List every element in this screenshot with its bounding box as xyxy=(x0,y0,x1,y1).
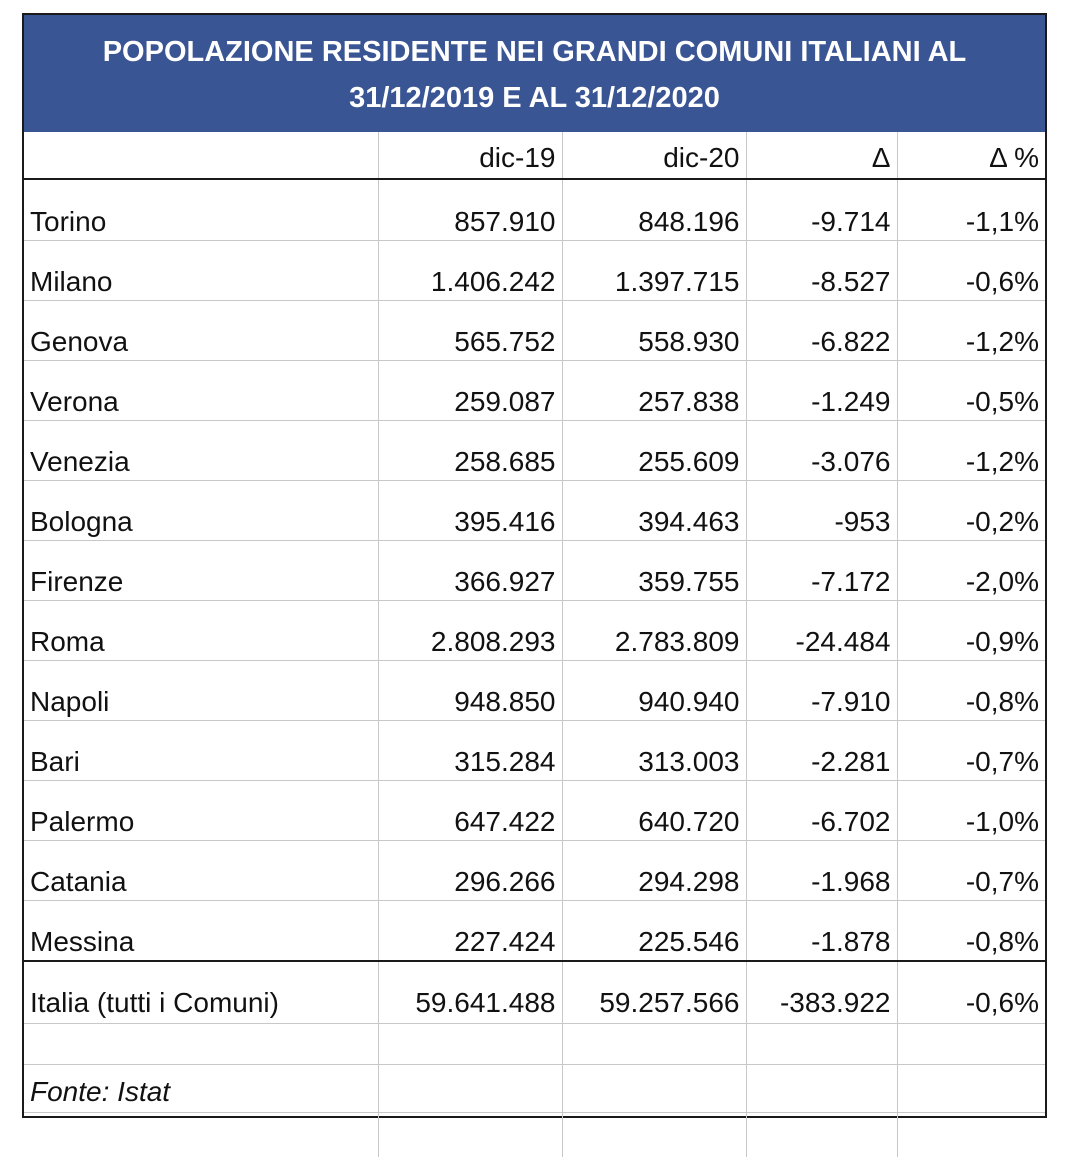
source-row xyxy=(24,1065,1045,1113)
value-delta-pct: -1,2% xyxy=(897,421,1045,481)
value-delta: -7.910 xyxy=(746,661,897,721)
value-delta-pct: -0,8% xyxy=(897,661,1045,721)
value-dic19: 395.416 xyxy=(378,481,562,541)
table-row xyxy=(24,481,1045,541)
table-row xyxy=(24,721,1045,781)
city-name: Venezia xyxy=(24,421,378,481)
blank-row xyxy=(24,1113,1045,1157)
value-dic19: 948.850 xyxy=(378,661,562,721)
value-dic19: 647.422 xyxy=(378,781,562,841)
value-dic19: 315.284 xyxy=(378,721,562,781)
city-rows xyxy=(24,179,1045,961)
city-name: Torino xyxy=(24,179,378,241)
city-name: Catania xyxy=(24,841,378,901)
value-dic20: 359.755 xyxy=(562,541,746,601)
table-row xyxy=(24,421,1045,481)
value-delta: -7.172 xyxy=(746,541,897,601)
value-dic19: 259.087 xyxy=(378,361,562,421)
total-pct: -0,6% xyxy=(897,961,1045,1024)
value-delta-pct: -0,7% xyxy=(897,841,1045,901)
table-row xyxy=(24,179,1045,241)
value-dic20: 848.196 xyxy=(562,179,746,241)
value-delta-pct: -1,1% xyxy=(897,179,1045,241)
title-line-2: 31/12/2019 E AL 31/12/2020 xyxy=(24,75,1045,121)
value-delta-pct: -0,9% xyxy=(897,601,1045,661)
value-delta: -953 xyxy=(746,481,897,541)
value-dic20: 940.940 xyxy=(562,661,746,721)
population-table-sheet xyxy=(22,13,1047,1118)
value-delta: -1.968 xyxy=(746,841,897,901)
title-line-1: POPOLAZIONE RESIDENTE NEI GRANDI COMUNI ITALIANI AL xyxy=(24,29,1045,75)
value-delta-pct: -1,0% xyxy=(897,781,1045,841)
city-name: Verona xyxy=(24,361,378,421)
total-dic20: 59.257.566 xyxy=(562,961,746,1024)
header-delta: Δ xyxy=(746,132,897,179)
value-dic20: 558.930 xyxy=(562,301,746,361)
city-name: Napoli xyxy=(24,661,378,721)
city-name: Messina xyxy=(24,901,378,962)
city-name: Firenze xyxy=(24,541,378,601)
city-name: Bari xyxy=(24,721,378,781)
table-row xyxy=(24,301,1045,361)
value-delta-pct: -0,5% xyxy=(897,361,1045,421)
value-delta-pct: -0,8% xyxy=(897,901,1045,962)
value-dic20: 225.546 xyxy=(562,901,746,962)
value-dic19: 2.808.293 xyxy=(378,601,562,661)
header-dic20: dic-20 xyxy=(562,132,746,179)
value-delta: -6.702 xyxy=(746,781,897,841)
table-row xyxy=(24,241,1045,301)
value-dic19: 296.266 xyxy=(378,841,562,901)
value-dic20: 294.298 xyxy=(562,841,746,901)
total-label: Italia (tutti i Comuni) xyxy=(24,961,378,1024)
value-dic20: 257.838 xyxy=(562,361,746,421)
table-row xyxy=(24,601,1045,661)
value-dic19: 565.752 xyxy=(378,301,562,361)
value-delta: -1.249 xyxy=(746,361,897,421)
header-delta-pct: Δ % xyxy=(897,132,1045,179)
value-delta: -1.878 xyxy=(746,901,897,962)
value-delta: -8.527 xyxy=(746,241,897,301)
total-section xyxy=(24,961,1045,1157)
value-dic19: 366.927 xyxy=(378,541,562,601)
value-dic20: 640.720 xyxy=(562,781,746,841)
value-delta-pct: -0,7% xyxy=(897,721,1045,781)
table-row xyxy=(24,901,1045,962)
value-dic19: 1.406.242 xyxy=(378,241,562,301)
source-note: Fonte: Istat xyxy=(24,1065,378,1113)
value-dic20: 313.003 xyxy=(562,721,746,781)
population-table xyxy=(24,132,1045,1157)
value-delta: -24.484 xyxy=(746,601,897,661)
value-delta-pct: -2,0% xyxy=(897,541,1045,601)
total-delta: -383.922 xyxy=(746,961,897,1024)
value-dic20: 2.783.809 xyxy=(562,601,746,661)
table-row xyxy=(24,661,1045,721)
header-row xyxy=(24,132,1045,179)
table-row xyxy=(24,781,1045,841)
total-dic19: 59.641.488 xyxy=(378,961,562,1024)
blank-row xyxy=(24,1024,1045,1065)
value-delta: -3.076 xyxy=(746,421,897,481)
table-title xyxy=(24,15,1045,132)
city-name: Palermo xyxy=(24,781,378,841)
value-dic20: 255.609 xyxy=(562,421,746,481)
value-delta: -6.822 xyxy=(746,301,897,361)
value-dic19: 227.424 xyxy=(378,901,562,962)
city-name: Bologna xyxy=(24,481,378,541)
value-dic19: 857.910 xyxy=(378,179,562,241)
value-delta-pct: -0,6% xyxy=(897,241,1045,301)
city-name: Roma xyxy=(24,601,378,661)
table-row xyxy=(24,361,1045,421)
value-dic19: 258.685 xyxy=(378,421,562,481)
header-city xyxy=(24,132,378,179)
city-name: Milano xyxy=(24,241,378,301)
header-dic19: dic-19 xyxy=(378,132,562,179)
value-delta-pct: -1,2% xyxy=(897,301,1045,361)
total-row xyxy=(24,961,1045,1024)
value-delta: -9.714 xyxy=(746,179,897,241)
value-dic20: 394.463 xyxy=(562,481,746,541)
value-delta-pct: -0,2% xyxy=(897,481,1045,541)
city-name: Genova xyxy=(24,301,378,361)
table-row xyxy=(24,541,1045,601)
value-dic20: 1.397.715 xyxy=(562,241,746,301)
value-delta: -2.281 xyxy=(746,721,897,781)
table-row xyxy=(24,841,1045,901)
